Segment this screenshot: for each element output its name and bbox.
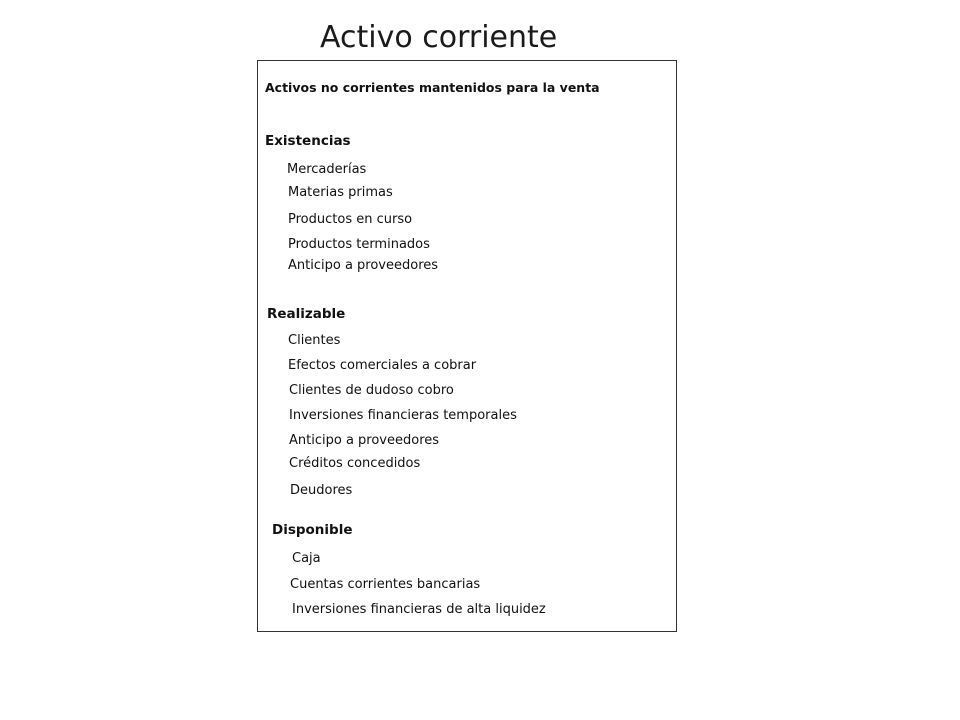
list-item: Inversiones financieras temporales — [289, 408, 517, 423]
list-item: Materias primas — [288, 185, 393, 200]
section-heading-existencias: Existencias — [265, 133, 351, 149]
list-item: Anticipo a proveedores — [289, 433, 440, 448]
list-item: Efectos comerciales a cobrar — [288, 358, 477, 373]
section-heading-disponible: Disponible — [272, 522, 353, 538]
list-item: Mercaderías — [287, 162, 367, 177]
list-item: Inversiones financieras de alta liquidez — [292, 602, 546, 617]
list-item: Anticipo a proveedores — [288, 258, 439, 273]
list-item: Clientes de dudoso cobro — [289, 383, 454, 398]
page-title: Activo corriente — [320, 20, 558, 55]
list-item: Cuentas corrientes bancarias — [290, 577, 481, 592]
list-item: Créditos concedidos — [289, 456, 421, 471]
list-item: Caja — [292, 551, 321, 566]
list-item: Productos en curso — [288, 212, 413, 227]
section-heading-non-current-assets-held-for-sale: Activos no corrientes mantenidos para la venta — [265, 80, 600, 95]
list-item: Clientes — [288, 333, 341, 348]
section-heading-realizable: Realizable — [267, 306, 346, 322]
list-item: Deudores — [290, 483, 353, 498]
list-item: Productos terminados — [288, 237, 430, 252]
